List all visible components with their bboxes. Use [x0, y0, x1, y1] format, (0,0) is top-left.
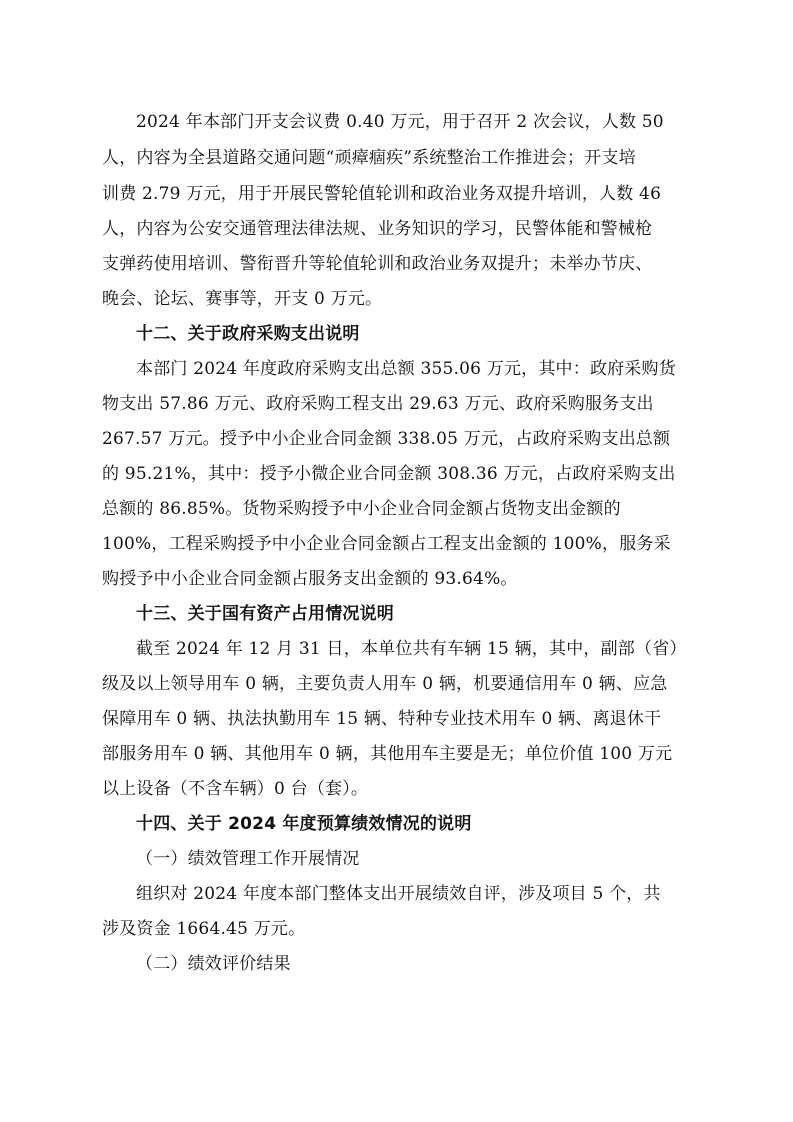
paragraph-line: 训费 2.79 万元，用于开展民警轮值轮训和政治业务双提升培训，人数 46 [102, 184, 662, 204]
paragraph-line: 267.57 万元。授予中小企业合同金额 338.05 万元，占政府采购支出总额 [102, 429, 671, 449]
paragraph-line: 人，内容为全县道路交通问题“顽瘴痼疾”系统整治工作推进会；开支培 [102, 148, 636, 168]
subsection-heading-2: （二）绩效评价结果 [136, 954, 291, 974]
paragraph-line: 涉及资金 1664.45 万元。 [102, 919, 306, 939]
paragraph-line: 截至 2024 年 12 月 31 日，本单位共有车辆 15 辆，其中，副部（省） [136, 639, 687, 659]
paragraph-line: 物支出 57.86 万元、政府采购工程支出 29.63 万元、政府采购服务支出 [102, 394, 654, 414]
paragraph-line: 2024 年本部门开支会议费 0.40 万元，用于召开 2 次会议，人数 50 [136, 112, 664, 132]
paragraph-line: 保障用车 0 辆、执法执勤用车 15 辆、特种专业技术用车 0 辆、离退休干 [102, 709, 662, 729]
subsection-heading-1: （一）绩效管理工作开展情况 [136, 849, 360, 869]
paragraph-line: 部服务用车 0 辆、其他用车 0 辆，其他用车主要是无；单位价值 100 万元 [102, 744, 673, 764]
paragraph-line: 100%，工程采购授予中小企业合同金额占工程支出金额的 100%，服务采 [102, 534, 671, 554]
section-heading-13: 十三、关于国有资产占用情况说明 [136, 604, 394, 624]
paragraph-line: 支弹药使用培训、警衔晋升等轮值轮训和政治业务双提升；未举办节庆、 [102, 254, 653, 274]
paragraph-line: 总额的 86.85%。货物采购授予中小企业合同金额占货物支出金额的 [102, 499, 621, 519]
section-heading-14: 十四、关于 2024 年度预算绩效情况的说明 [136, 814, 472, 834]
paragraph-line: 购授予中小企业合同金额占服务支出金额的 93.64%。 [102, 569, 518, 589]
paragraph-line: 人，内容为公安交通管理法律法规、业务知识的学习，民警体能和警械枪 [102, 219, 653, 239]
paragraph-line: 以上设备（不含车辆）0 台（套）。 [102, 779, 369, 799]
section-heading-12: 十二、关于政府采购支出说明 [136, 324, 360, 344]
paragraph-line: 组织对 2024 年度本部门整体支出开展绩效自评，涉及项目 5 个，共 [136, 884, 661, 904]
paragraph-line: 本部门 2024 年度政府采购支出总额 355.06 万元，其中：政府采购货 [136, 359, 676, 379]
paragraph-line: 的 95.21%，其中：授予小微企业合同金额 308.36 万元，占政府采购支出 [102, 464, 676, 484]
paragraph-line: 晚会、论坛、赛事等，开支 0 万元。 [102, 289, 383, 309]
paragraph-line: 级及以上领导用车 0 辆，主要负责人用车 0 辆，机要通信用车 0 辆、应急 [102, 674, 668, 694]
